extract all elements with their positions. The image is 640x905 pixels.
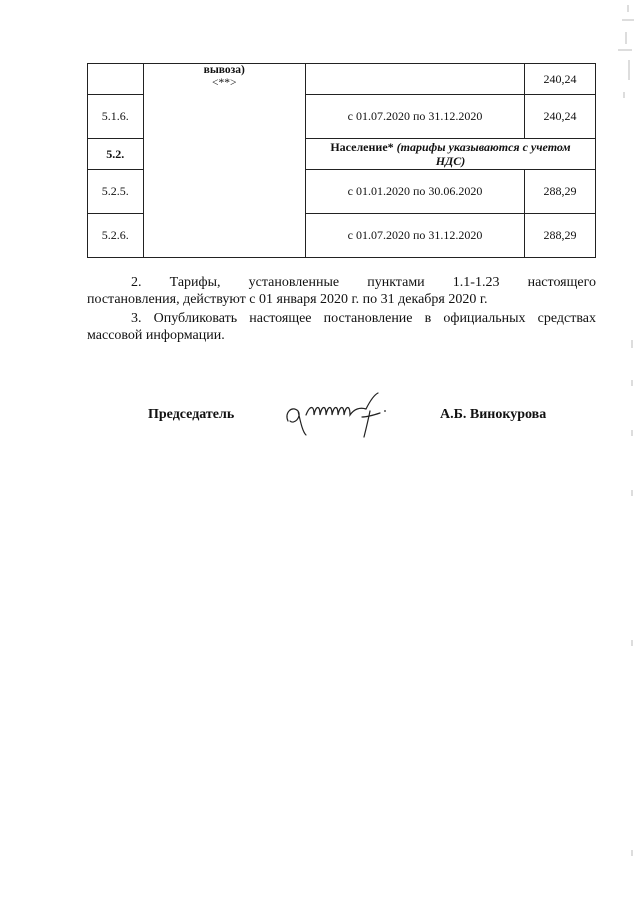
population-line [309, 140, 592, 154]
period-cell: с 01.01.2020 по 30.06.2020 [305, 170, 524, 214]
handwritten-signature [282, 391, 392, 441]
population-note: (тарифы указываются с учетом [396, 140, 571, 154]
period-cell: с 01.07.2020 по 31.12.2020 [305, 95, 524, 139]
paragraph-line: массовой информации. [87, 328, 225, 343]
population-cell [305, 139, 595, 170]
paragraph-line: 3. Опубликовать настоящее постановление в официальных средствах [131, 311, 596, 326]
population-note-2: НДС) [435, 154, 466, 168]
period-cell: с 01.07.2020 по 31.12.2020 [305, 214, 524, 258]
scan-edge-marks [598, 0, 638, 905]
paragraph-3 [87, 310, 596, 344]
period-cell [305, 64, 524, 95]
tariff-table [87, 63, 596, 258]
paragraph-line: постановления, действуют с 01 января 2020 г. по 31 декабря 2020 г. [87, 292, 488, 307]
row-number: 5.2.5. [88, 170, 144, 214]
price-cell: 240,24 [525, 64, 596, 95]
row-number: 5.1.6. [88, 95, 144, 139]
population-label: Население* [330, 140, 394, 154]
row-number: 5.2. [88, 139, 144, 170]
paragraph-2 [87, 274, 596, 308]
signature-block [0, 395, 640, 445]
row-number [88, 64, 144, 95]
category-description [143, 64, 305, 258]
signer-title: Председатель [148, 407, 235, 422]
price-cell: 288,29 [525, 214, 596, 258]
description-line: вывоза) [203, 64, 245, 76]
paragraph-line: 2. Тарифы, установленные пунктами 1.1-1.23 настоящего [131, 275, 596, 290]
row-number: 5.2.6. [88, 214, 144, 258]
table-row [88, 64, 596, 95]
description-footnote: <**> [212, 77, 237, 89]
signer-name: А.Б. Винокурова [440, 407, 547, 422]
price-cell: 288,29 [525, 170, 596, 214]
price-cell: 240,24 [525, 95, 596, 139]
